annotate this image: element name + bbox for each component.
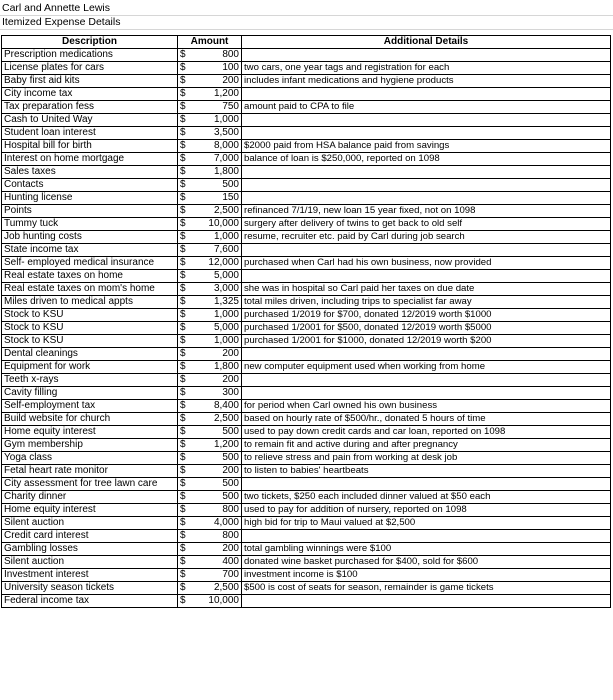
description-cell: Gambling losses xyxy=(2,543,178,556)
amount-cell: 300 xyxy=(200,387,242,400)
currency-symbol: $ xyxy=(178,127,200,140)
details-cell xyxy=(242,127,611,140)
details-cell: new computer equipment used when working from home xyxy=(242,361,611,374)
table-row xyxy=(2,205,611,218)
amount-cell: 200 xyxy=(200,75,242,88)
currency-symbol: $ xyxy=(178,426,200,439)
table-row xyxy=(2,127,611,140)
details-cell: purchased 1/2001 for $500, donated 12/2019 worth $5000 xyxy=(242,322,611,335)
description-cell: Hospital bill for birth xyxy=(2,140,178,153)
currency-symbol: $ xyxy=(178,400,200,413)
amount-cell: 400 xyxy=(200,556,242,569)
currency-symbol: $ xyxy=(178,283,200,296)
currency-symbol: $ xyxy=(178,49,200,62)
description-cell: Hunting license xyxy=(2,192,178,205)
row-divider xyxy=(0,29,613,30)
details-cell: refinanced 7/1/19, new loan 15 year fixed, not on 1098 xyxy=(242,205,611,218)
currency-symbol: $ xyxy=(178,413,200,426)
table-row xyxy=(2,244,611,257)
amount-cell: 500 xyxy=(200,478,242,491)
currency-symbol: $ xyxy=(178,335,200,348)
table-row xyxy=(2,582,611,595)
description-cell: City income tax xyxy=(2,88,178,101)
amount-cell: 500 xyxy=(200,179,242,192)
details-cell xyxy=(242,166,611,179)
currency-symbol: $ xyxy=(178,348,200,361)
details-column-header: Additional Details xyxy=(242,36,611,49)
currency-symbol: $ xyxy=(178,387,200,400)
details-cell: resume, recruiter etc. paid by Carl during job search xyxy=(242,231,611,244)
amount-cell: 2,500 xyxy=(200,582,242,595)
description-cell: University season tickets xyxy=(2,582,178,595)
table-row xyxy=(2,88,611,101)
currency-symbol: $ xyxy=(178,218,200,231)
amount-cell: 200 xyxy=(200,374,242,387)
description-cell: Yoga class xyxy=(2,452,178,465)
details-cell: purchased 1/2001 for $1000, donated 12/2019 worth $200 xyxy=(242,335,611,348)
amount-column-header: Amount xyxy=(178,36,242,49)
description-cell: Self- employed medical insurance xyxy=(2,257,178,270)
details-cell: used to pay down credit cards and car loan, reported on 1098 xyxy=(242,426,611,439)
table-row xyxy=(2,192,611,205)
description-cell: Job hunting costs xyxy=(2,231,178,244)
currency-symbol: $ xyxy=(178,101,200,114)
sheet-title: Carl and Annette Lewis xyxy=(2,2,110,14)
details-cell: purchased 1/2019 for $700, donated 12/2019 worth $1000 xyxy=(242,309,611,322)
amount-cell: 10,000 xyxy=(200,218,242,231)
currency-symbol: $ xyxy=(178,595,200,608)
description-cell: Teeth x-rays xyxy=(2,374,178,387)
details-cell: based on hourly rate of $500/hr., donated 5 hours of time xyxy=(242,413,611,426)
amount-cell: 5,000 xyxy=(200,322,242,335)
amount-cell: 1,200 xyxy=(200,88,242,101)
currency-symbol: $ xyxy=(178,166,200,179)
amount-cell: 3,000 xyxy=(200,283,242,296)
currency-symbol: $ xyxy=(178,543,200,556)
description-cell: Cavity filling xyxy=(2,387,178,400)
table-row xyxy=(2,400,611,413)
details-cell xyxy=(242,348,611,361)
table-row xyxy=(2,153,611,166)
description-cell: Points xyxy=(2,205,178,218)
description-cell: Contacts xyxy=(2,179,178,192)
amount-cell: 1,000 xyxy=(200,309,242,322)
currency-symbol: $ xyxy=(178,153,200,166)
table-row xyxy=(2,75,611,88)
currency-symbol: $ xyxy=(178,361,200,374)
table-row xyxy=(2,62,611,75)
amount-cell: 8,400 xyxy=(200,400,242,413)
currency-symbol: $ xyxy=(178,179,200,192)
table-row xyxy=(2,452,611,465)
description-cell: Federal income tax xyxy=(2,595,178,608)
details-cell: donated wine basket purchased for $400, sold for $600 xyxy=(242,556,611,569)
currency-symbol: $ xyxy=(178,192,200,205)
table-row xyxy=(2,374,611,387)
description-cell: License plates for cars xyxy=(2,62,178,75)
description-cell: Baby first aid kits xyxy=(2,75,178,88)
amount-cell: 1,000 xyxy=(200,231,242,244)
description-cell: Credit card interest xyxy=(2,530,178,543)
details-cell: includes infant medications and hygiene products xyxy=(242,75,611,88)
table-row xyxy=(2,179,611,192)
table-row xyxy=(2,569,611,582)
amount-cell: 4,000 xyxy=(200,517,242,530)
table-row xyxy=(2,166,611,179)
expense-table xyxy=(1,35,611,608)
currency-symbol: $ xyxy=(178,205,200,218)
amount-cell: 200 xyxy=(200,348,242,361)
details-cell: two tickets, $250 each included dinner valued at $50 each xyxy=(242,491,611,504)
table-row xyxy=(2,140,611,153)
description-cell: Stock to KSU xyxy=(2,309,178,322)
amount-cell: 2,500 xyxy=(200,205,242,218)
details-cell xyxy=(242,374,611,387)
details-cell: to listen to babies' heartbeats xyxy=(242,465,611,478)
currency-symbol: $ xyxy=(178,244,200,257)
amount-cell: 7,000 xyxy=(200,153,242,166)
table-row xyxy=(2,218,611,231)
details-cell: amount paid to CPA to file xyxy=(242,101,611,114)
table-row xyxy=(2,270,611,283)
description-cell: Home equity interest xyxy=(2,504,178,517)
amount-cell: 100 xyxy=(200,62,242,75)
currency-symbol: $ xyxy=(178,114,200,127)
amount-cell: 200 xyxy=(200,465,242,478)
details-cell: total miles driven, including trips to specialist far away xyxy=(242,296,611,309)
amount-cell: 1,800 xyxy=(200,166,242,179)
currency-symbol: $ xyxy=(178,439,200,452)
description-cell: Dental cleanings xyxy=(2,348,178,361)
currency-symbol: $ xyxy=(178,582,200,595)
details-cell xyxy=(242,530,611,543)
currency-symbol: $ xyxy=(178,517,200,530)
details-cell: to relieve stress and pain from working at desk job xyxy=(242,452,611,465)
details-cell: balance of loan is $250,000, reported on 1098 xyxy=(242,153,611,166)
table-row xyxy=(2,114,611,127)
amount-cell: 800 xyxy=(200,49,242,62)
currency-symbol: $ xyxy=(178,309,200,322)
details-cell: to remain fit and active during and after pregnancy xyxy=(242,439,611,452)
details-cell xyxy=(242,88,611,101)
details-cell: she was in hospital so Carl paid her taxes on due date xyxy=(242,283,611,296)
description-cell: Miles driven to medical appts xyxy=(2,296,178,309)
currency-symbol: $ xyxy=(178,374,200,387)
details-cell: investment income is $100 xyxy=(242,569,611,582)
table-row xyxy=(2,322,611,335)
description-cell: Cash to United Way xyxy=(2,114,178,127)
table-row xyxy=(2,348,611,361)
table-row xyxy=(2,335,611,348)
details-cell: for period when Carl owned his own business xyxy=(242,400,611,413)
description-cell: Tummy tuck xyxy=(2,218,178,231)
details-cell xyxy=(242,478,611,491)
currency-symbol: $ xyxy=(178,322,200,335)
table-row xyxy=(2,361,611,374)
table-row xyxy=(2,413,611,426)
details-cell xyxy=(242,270,611,283)
description-cell: State income tax xyxy=(2,244,178,257)
description-cell: Real estate taxes on mom's home xyxy=(2,283,178,296)
details-cell xyxy=(242,179,611,192)
amount-cell: 1,325 xyxy=(200,296,242,309)
currency-symbol: $ xyxy=(178,88,200,101)
details-cell: $500 is cost of seats for season, remainder is game tickets xyxy=(242,582,611,595)
sheet-subtitle: Itemized Expense Details xyxy=(2,16,121,28)
description-cell: Equipment for work xyxy=(2,361,178,374)
description-cell: Gym membership xyxy=(2,439,178,452)
table-row xyxy=(2,556,611,569)
details-cell: purchased when Carl had his own business, now provided xyxy=(242,257,611,270)
amount-cell: 200 xyxy=(200,543,242,556)
table-row xyxy=(2,478,611,491)
details-cell: surgery after delivery of twins to get back to old self xyxy=(242,218,611,231)
currency-symbol: $ xyxy=(178,530,200,543)
table-row xyxy=(2,387,611,400)
amount-cell: 1,800 xyxy=(200,361,242,374)
description-cell: Charity dinner xyxy=(2,491,178,504)
details-cell xyxy=(242,387,611,400)
description-cell: Investment interest xyxy=(2,569,178,582)
amount-cell: 2,500 xyxy=(200,413,242,426)
currency-symbol: $ xyxy=(178,491,200,504)
description-cell: Student loan interest xyxy=(2,127,178,140)
details-cell xyxy=(242,244,611,257)
currency-symbol: $ xyxy=(178,569,200,582)
table-row xyxy=(2,309,611,322)
amount-cell: 12,000 xyxy=(200,257,242,270)
table-row xyxy=(2,530,611,543)
currency-symbol: $ xyxy=(178,270,200,283)
row-divider xyxy=(0,15,613,16)
description-cell: City assessment for tree lawn care xyxy=(2,478,178,491)
currency-symbol: $ xyxy=(178,231,200,244)
table-row xyxy=(2,504,611,517)
table-row xyxy=(2,231,611,244)
amount-cell: 1,200 xyxy=(200,439,242,452)
description-cell: Tax preparation fess xyxy=(2,101,178,114)
table-row xyxy=(2,257,611,270)
amount-cell: 3,500 xyxy=(200,127,242,140)
description-cell: Fetal heart rate monitor xyxy=(2,465,178,478)
table-row xyxy=(2,491,611,504)
amount-cell: 500 xyxy=(200,491,242,504)
details-cell: total gambling winnings were $100 xyxy=(242,543,611,556)
table-row xyxy=(2,543,611,556)
amount-cell: 1,000 xyxy=(200,335,242,348)
description-cell: Home equity interest xyxy=(2,426,178,439)
currency-symbol: $ xyxy=(178,556,200,569)
details-cell: $2000 paid from HSA balance paid from savings xyxy=(242,140,611,153)
currency-symbol: $ xyxy=(178,478,200,491)
amount-cell: 5,000 xyxy=(200,270,242,283)
description-cell: Interest on home mortgage xyxy=(2,153,178,166)
details-cell xyxy=(242,192,611,205)
currency-symbol: $ xyxy=(178,296,200,309)
currency-symbol: $ xyxy=(178,140,200,153)
amount-cell: 10,000 xyxy=(200,595,242,608)
table-row xyxy=(2,296,611,309)
description-cell: Prescription medications xyxy=(2,49,178,62)
amount-cell: 700 xyxy=(200,569,242,582)
currency-symbol: $ xyxy=(178,465,200,478)
currency-symbol: $ xyxy=(178,257,200,270)
table-row xyxy=(2,283,611,296)
amount-cell: 500 xyxy=(200,452,242,465)
table-row xyxy=(2,595,611,608)
amount-cell: 750 xyxy=(200,101,242,114)
amount-cell: 7,600 xyxy=(200,244,242,257)
table-row xyxy=(2,465,611,478)
amount-cell: 8,000 xyxy=(200,140,242,153)
table-row xyxy=(2,49,611,62)
currency-symbol: $ xyxy=(178,504,200,517)
description-cell: Stock to KSU xyxy=(2,335,178,348)
amount-cell: 1,000 xyxy=(200,114,242,127)
details-cell: high bid for trip to Maui valued at $2,500 xyxy=(242,517,611,530)
description-cell: Silent auction xyxy=(2,556,178,569)
amount-cell: 500 xyxy=(200,426,242,439)
description-column-header: Description xyxy=(2,36,178,49)
details-cell: used to pay for addition of nursery, reported on 1098 xyxy=(242,504,611,517)
details-cell xyxy=(242,114,611,127)
description-cell: Sales taxes xyxy=(2,166,178,179)
details-cell: two cars, one year tags and registration for each xyxy=(242,62,611,75)
table-row xyxy=(2,426,611,439)
currency-symbol: $ xyxy=(178,62,200,75)
currency-symbol: $ xyxy=(178,75,200,88)
amount-cell: 800 xyxy=(200,530,242,543)
table-row xyxy=(2,517,611,530)
amount-cell: 150 xyxy=(200,192,242,205)
description-cell: Self-employment tax xyxy=(2,400,178,413)
table-row xyxy=(2,101,611,114)
description-cell: Stock to KSU xyxy=(2,322,178,335)
description-cell: Build website for church xyxy=(2,413,178,426)
currency-symbol: $ xyxy=(178,452,200,465)
description-cell: Silent auction xyxy=(2,517,178,530)
description-cell: Real estate taxes on home xyxy=(2,270,178,283)
table-row xyxy=(2,439,611,452)
amount-cell: 800 xyxy=(200,504,242,517)
table-header-row xyxy=(2,36,611,49)
details-cell xyxy=(242,49,611,62)
details-cell xyxy=(242,595,611,608)
